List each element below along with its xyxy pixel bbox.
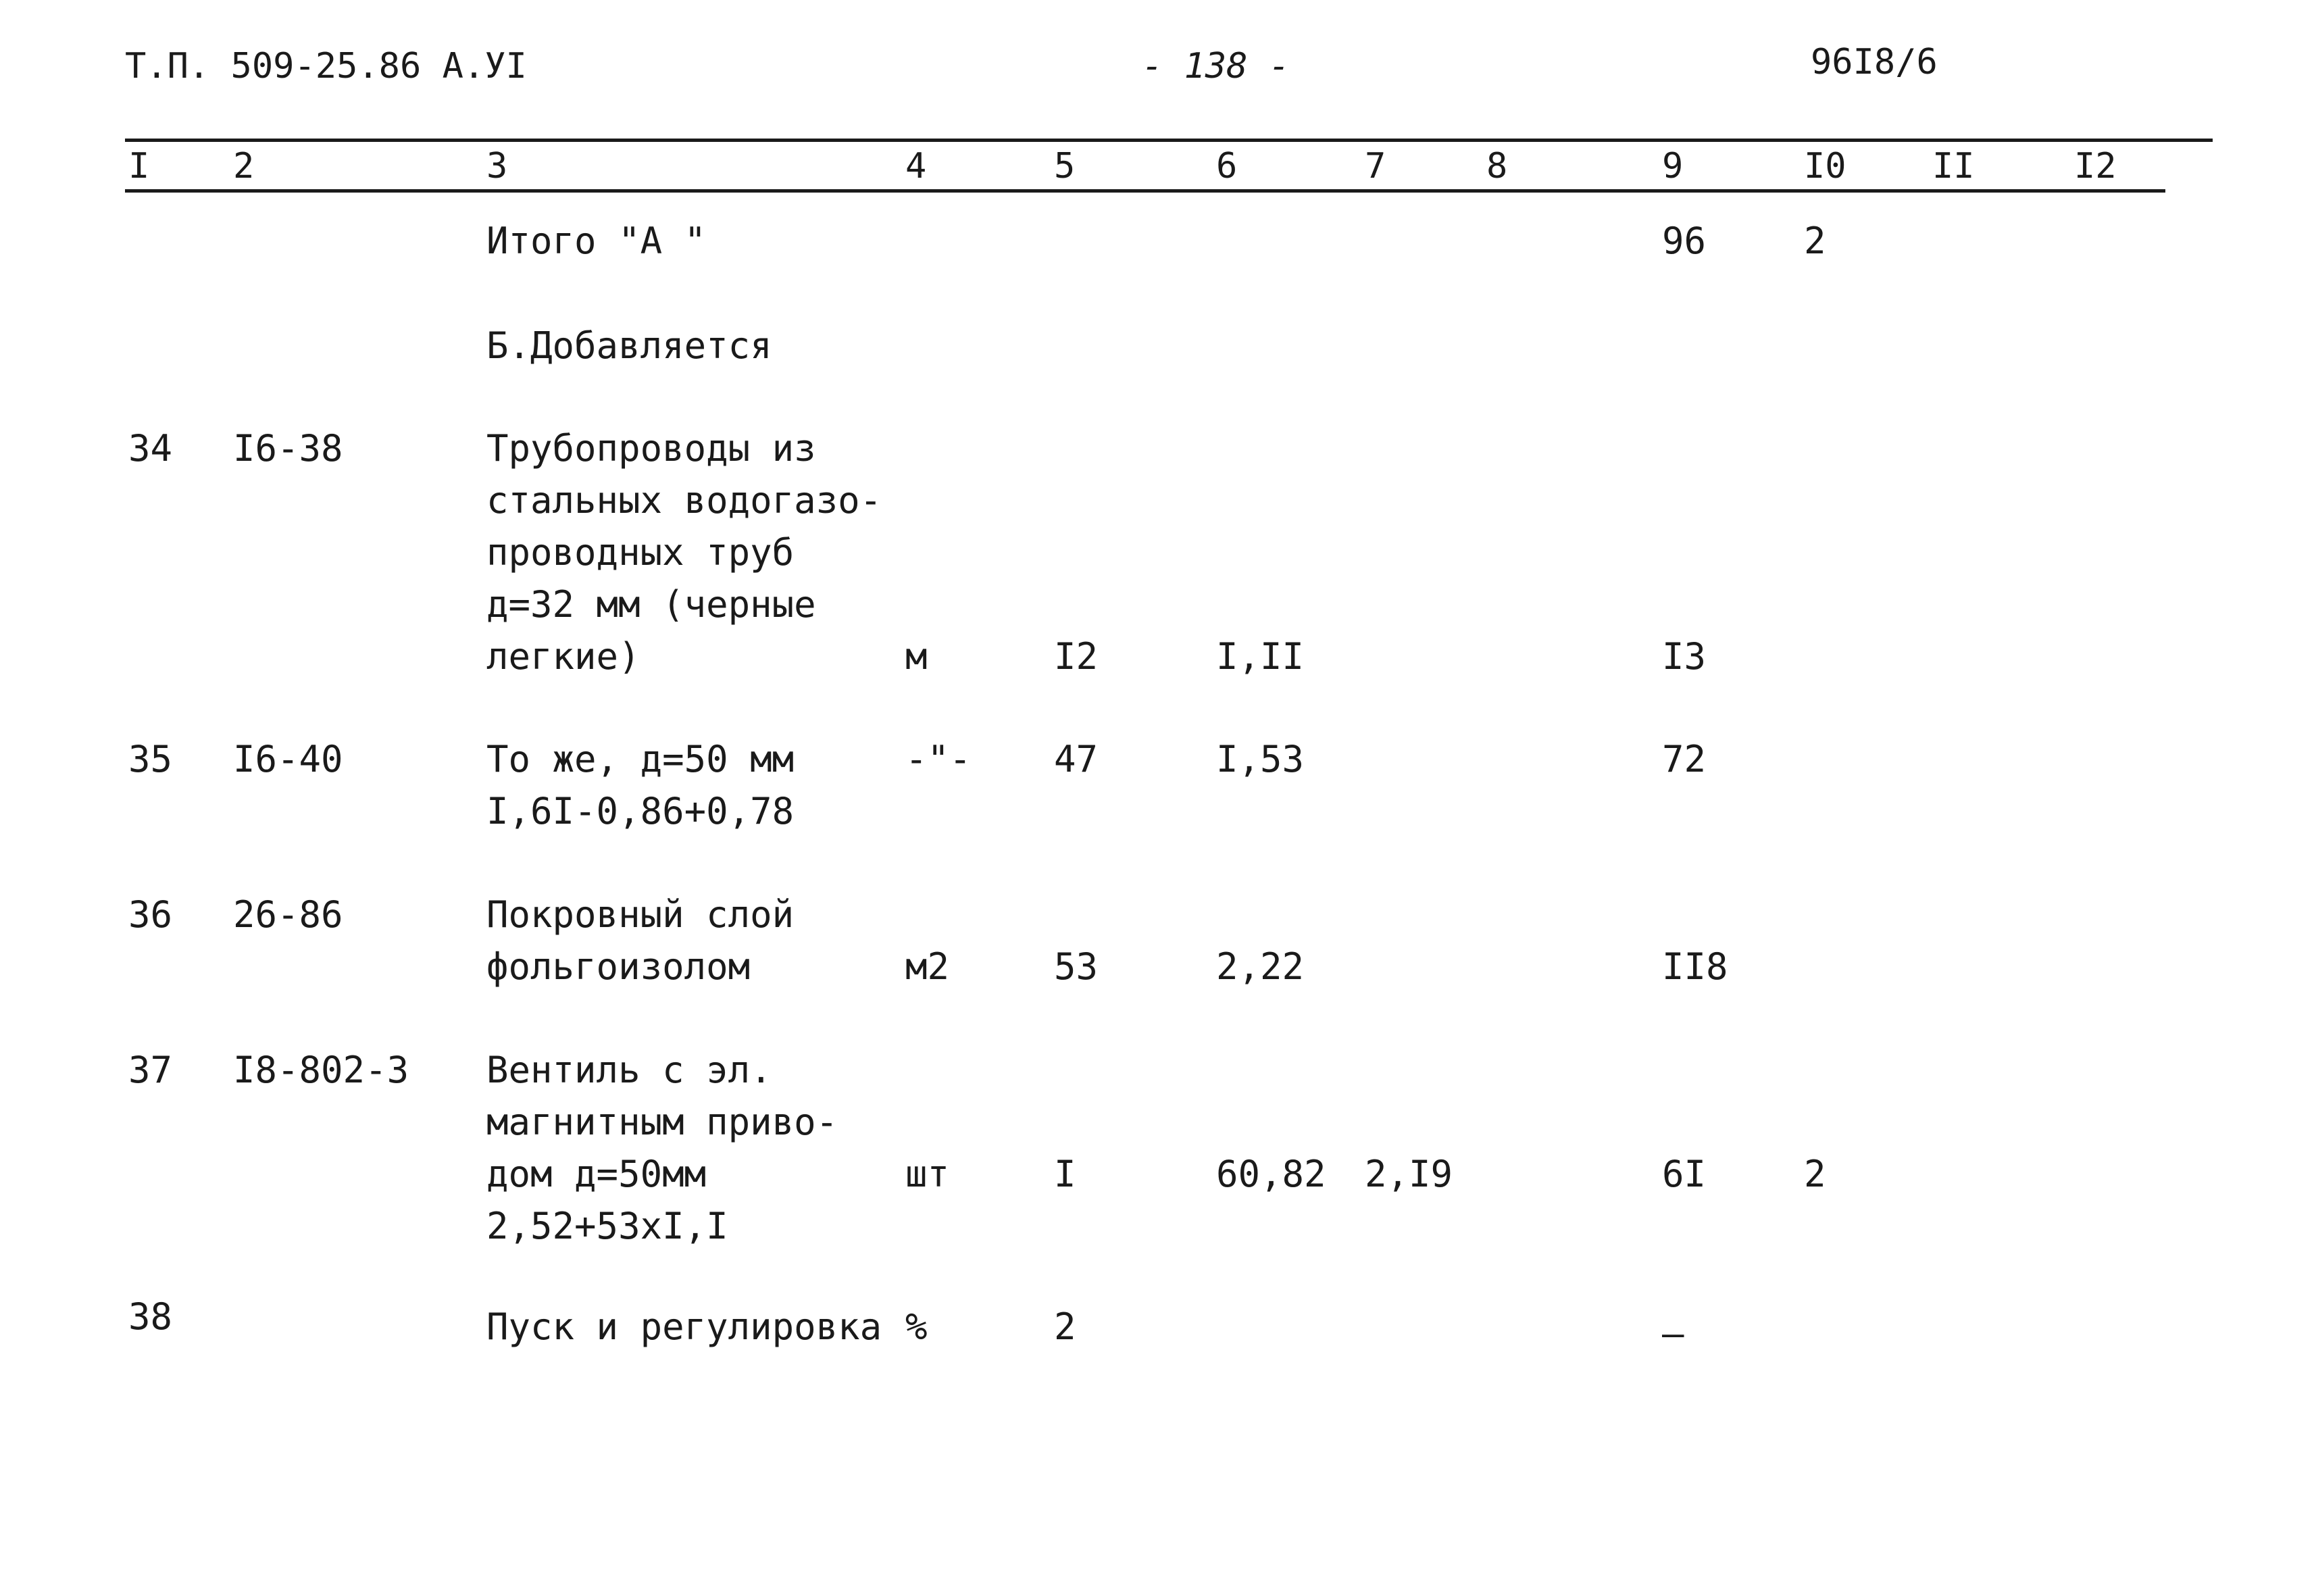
page-number: - 138 - bbox=[1142, 46, 1290, 86]
row-unit: м bbox=[905, 635, 928, 678]
column-number-6: 6 bbox=[1216, 146, 1238, 186]
column-number-4: 4 bbox=[905, 146, 927, 186]
row-number: 36 bbox=[128, 893, 173, 936]
row-price: 60,82 bbox=[1216, 1153, 1326, 1195]
row-name: Пуск и регулировка bbox=[486, 1305, 882, 1348]
row-name: Итого "А " bbox=[486, 220, 707, 262]
column-number-12: I2 bbox=[2074, 146, 2117, 186]
column-number-5: 5 bbox=[1054, 146, 1076, 186]
table-top-rule bbox=[125, 139, 2213, 142]
column-number-1: I bbox=[128, 146, 150, 186]
row-qty: 47 bbox=[1054, 738, 1099, 780]
column-number-9: 9 bbox=[1662, 146, 1684, 186]
row-total: 72 bbox=[1662, 738, 1707, 780]
row-unit: м2 bbox=[905, 945, 950, 988]
row-unit: шт bbox=[905, 1153, 950, 1195]
row-total: 96 bbox=[1662, 220, 1707, 262]
row-price: I,53 bbox=[1216, 738, 1305, 780]
row-name: Вентиль с эл. магнитным приво- дом д=50мм 2,52+53хI,I bbox=[486, 1049, 838, 1247]
row-price2: 2,I9 bbox=[1365, 1153, 1453, 1195]
row-price: 2,22 bbox=[1216, 945, 1305, 988]
row-total2: 2 bbox=[1804, 220, 1826, 262]
row-total: – bbox=[1662, 1312, 1684, 1355]
column-number-11: II bbox=[1932, 146, 1975, 186]
row-number: 38 bbox=[128, 1295, 173, 1338]
row-name: Трубопроводы из стальных водогазо- проводных труб д=32 мм (черные легкие) bbox=[486, 427, 882, 678]
row-name: То же, д=50 мм I,6I-0,86+0,78 bbox=[486, 738, 795, 832]
row-qty: I2 bbox=[1054, 635, 1099, 678]
column-number-8: 8 bbox=[1486, 146, 1508, 186]
row-total: I3 bbox=[1662, 635, 1707, 678]
row-qty: 2 bbox=[1054, 1305, 1076, 1348]
row-number: 37 bbox=[128, 1049, 173, 1091]
row-total2: 2 bbox=[1804, 1153, 1826, 1195]
row-total: II8 bbox=[1662, 945, 1728, 988]
row-qty: 53 bbox=[1054, 945, 1099, 988]
section-heading: Б.Добавляется bbox=[486, 324, 772, 367]
row-number: 34 bbox=[128, 427, 173, 470]
column-number-7: 7 bbox=[1365, 146, 1386, 186]
column-number-3: 3 bbox=[486, 146, 508, 186]
row-number: 35 bbox=[128, 738, 173, 780]
row-code: 26-86 bbox=[233, 893, 343, 936]
column-number-10: I0 bbox=[1804, 146, 1846, 186]
row-unit: -"- bbox=[905, 738, 972, 780]
row-total: 6I bbox=[1662, 1153, 1707, 1195]
row-code: I6-40 bbox=[233, 738, 343, 780]
sheet-number: 96I8/6 bbox=[1811, 42, 1938, 82]
row-qty: I bbox=[1054, 1153, 1076, 1195]
column-number-2: 2 bbox=[233, 146, 255, 186]
document-code: Т.П. 509-25.86 А.УI bbox=[125, 46, 527, 86]
row-price: I,II bbox=[1216, 635, 1305, 678]
header-bottom-rule bbox=[125, 189, 2165, 193]
row-code: I8-802-3 bbox=[233, 1049, 409, 1091]
row-unit: % bbox=[905, 1305, 928, 1348]
row-code: I6-38 bbox=[233, 427, 343, 470]
row-name: Покровный слой фольгоизолом bbox=[486, 893, 795, 988]
